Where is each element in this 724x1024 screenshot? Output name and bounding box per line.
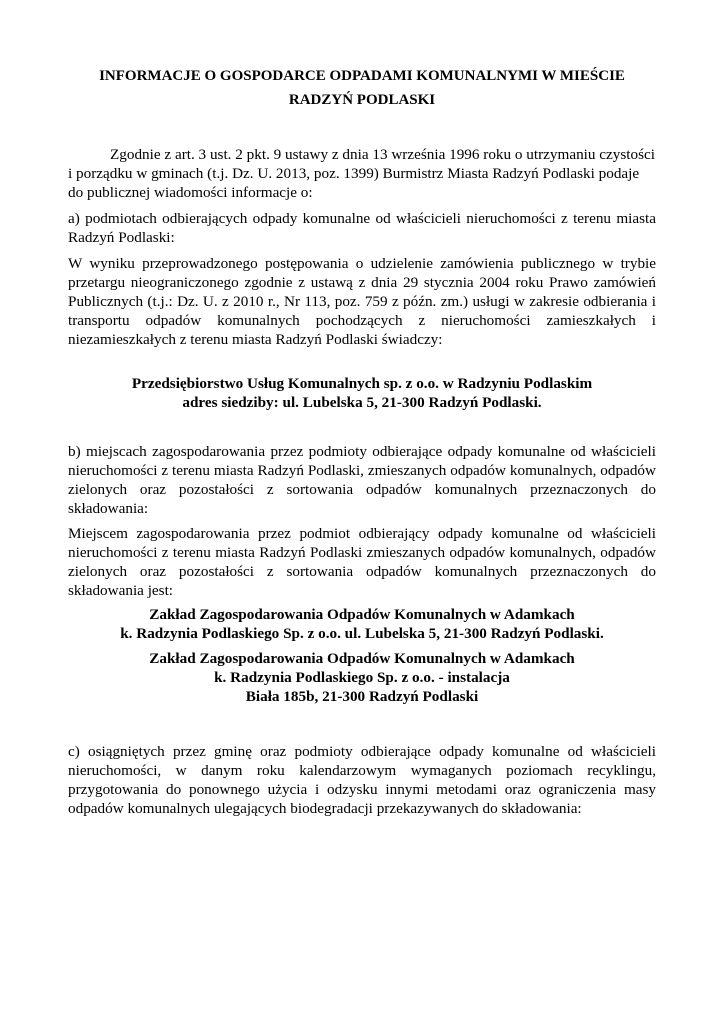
company-block [68,374,656,412]
plant-2-block [68,649,656,706]
plant-1-address: k. Radzynia Podlaskiego Sp. z o.o. ul. Lubelska 5, 21-300 Radzyń Podlaski. [120,625,604,642]
plant-1-block [68,605,656,643]
title-line-1: INFORMACJE O GOSPODARCE ODPADAMI KOMUNALNYMI W MIEŚCIE [99,68,625,84]
document-page [68,64,656,818]
plant-2-name: Zakład Zagospodarowania Odpadów Komunalnych w Adamkach [149,650,575,667]
section-a-body: W wyniku przeprowadzonego postępowania o udzielenie zamówienia publicznego w trybie przetargu nieograniczonego zgodnie z ustawą z dnia 29 stycznia 2004 roku Prawo zamówień Publicznych (t.j.: Dz. U. z 2010 r., Nr 113, poz. 759 z późn. zm.) usługi w zakresie odbierania i transportu odpadów komunalnych pochodzących z nieruchomości zamieszkałych i niezamieszkałych z terenu miasta Radzyń Podlaski świadczy: [68,255,656,348]
section-b-heading: b) miejscach zagospodarowania przez podmioty odbierające odpady komunalne od właścicieli nieruchomości z terenu miasta Radzyń Podlaski, zmieszanych odpadów komunalnych, odpadów zielonych oraz pozostałości z sortowania odpadów komunalnych przeznaczonych do składowania: [68,443,656,517]
section-c-heading: c) osiągniętych przez gminę oraz podmioty odbierające odpady komunalne od właścicieli nieruchomości, w danym roku kalendarzowym wymaganych poziomach recyklingu, przygotowania do ponownego użycia i odzysku innymi metodami oraz ograniczenia masy odpadów komunalnych ulegających biodegradacji przekazywanych do składowania: [68,743,656,817]
plant-2-company: k. Radzynia Podlaskiego Sp. z o.o. - instalacja [214,669,510,686]
plant-1-name: Zakład Zagospodarowania Odpadów Komunalnych w Adamkach [149,606,575,623]
plant-2-address: Biała 185b, 21-300 Radzyń Podlaski [245,688,479,705]
company-name: Przedsiębiorstwo Usług Komunalnych sp. z o.o. w Radzyniu Podlaskim [131,375,593,392]
intro-paragraph: Zgodnie z art. 3 ust. 2 pkt. 9 ustawy z dnia 13 września 1996 roku o utrzymaniu czystości i porządku w gminach (t.j. Dz. U. 2013, poz. 1399) Burmistrz Miasta Radzyń Podlaski podaje do publicznej wiadomości informacje o: [68,146,655,201]
document-title [68,64,656,112]
title-line-2: RADZYŃ PODLASKI [288,92,436,108]
section-b-body: Miejscem zagospodarowania przez podmiot odbierający odpady komunalne od właścicieli nieruchomości z terenu miasta Radzyń Podlaski zmieszanych odpadów komunalnych, odpadów zielonych oraz pozostałości z sortowania odpadów komunalnych przeznaczonych do składowania jest: [68,525,656,599]
company-address: adres siedziby: ul. Lubelska 5, 21-300 Radzyń Podlaski. [182,394,542,411]
section-a-heading: a) podmiotach odbierających odpady komunalne od właścicieli nieruchomości z terenu miasta Radzyń Podlaski: [68,210,656,246]
